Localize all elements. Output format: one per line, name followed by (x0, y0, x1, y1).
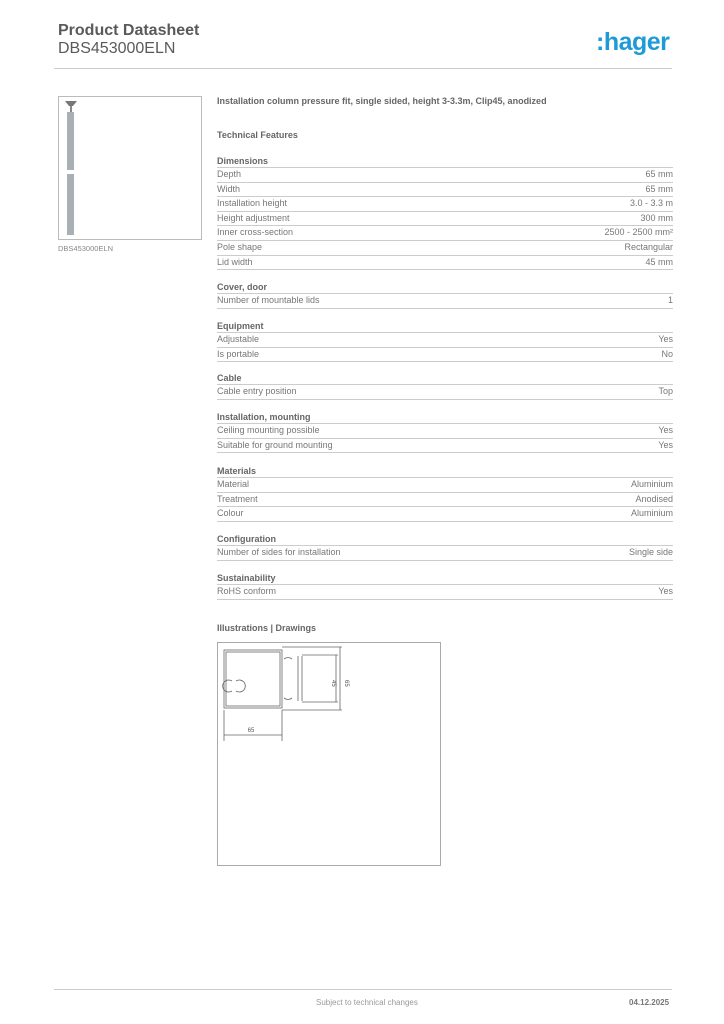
spec-value: Aluminium (630, 479, 673, 489)
spec-row (217, 439, 673, 454)
spec-label: Width (217, 183, 241, 194)
section-title: Cover, door (217, 281, 673, 294)
footer-note: Subject to technical changes (316, 998, 418, 1007)
product-code: DBS453000ELN (58, 40, 176, 57)
section-title: Dimensions (217, 155, 673, 168)
section-title: Configuration (217, 533, 673, 546)
spec-value: Single side (628, 547, 673, 557)
spec-label: Number of mountable lids (217, 295, 320, 305)
installation-column-image (59, 97, 201, 239)
spec-section (217, 155, 673, 270)
spec-row (217, 241, 673, 256)
spec-section (217, 572, 673, 600)
spec-row (217, 424, 673, 439)
spec-row (217, 226, 673, 241)
spec-row (217, 333, 673, 348)
spec-label: Cable entry position (217, 386, 297, 396)
spec-value: 65 mm (645, 169, 673, 179)
spec-value: Yes (658, 425, 673, 435)
spec-row (217, 546, 673, 561)
product-description: Installation column pressure fit, single sided, height 3-3.3m, Clip45, anodized (217, 96, 547, 106)
image-caption: DBS453000ELN (58, 244, 114, 253)
spec-row (217, 183, 673, 198)
spec-value: Anodised (635, 493, 673, 504)
spec-value: 65 mm (645, 183, 673, 194)
product-image (58, 96, 202, 240)
spec-value: Aluminium (630, 508, 673, 519)
spec-row (217, 493, 673, 508)
section-title: Installation, mounting (217, 411, 673, 424)
section-title: Sustainability (217, 572, 673, 585)
spec-label: RoHS conform (217, 586, 277, 596)
svg-text:45: 45 (330, 680, 336, 687)
spec-row (217, 212, 673, 227)
spec-label: Suitable for ground mounting (217, 439, 333, 450)
spec-label: Pole shape (217, 241, 263, 252)
spec-label: Colour (217, 508, 244, 519)
technical-drawing (217, 642, 441, 866)
spec-value: 3.0 - 3.3 m (629, 198, 673, 209)
spec-row (217, 256, 673, 271)
spec-label: Treatment (217, 493, 258, 504)
spec-value: Yes (658, 439, 673, 450)
footer-divider (54, 989, 672, 990)
illustrations-heading: Illustrations | Drawings (217, 623, 317, 633)
section-title: Materials (217, 465, 673, 478)
spec-value: Yes (658, 334, 673, 344)
spec-label: Lid width (217, 256, 253, 267)
header-divider (54, 68, 672, 69)
spec-row (217, 168, 673, 183)
spec-label: Material (217, 479, 250, 489)
spec-value: No (661, 348, 673, 359)
spec-row (217, 507, 673, 522)
spec-row (217, 294, 673, 309)
spec-label: Depth (217, 169, 242, 179)
spec-label: Number of sides for installation (217, 547, 341, 557)
section-title: Equipment (217, 320, 673, 333)
svg-text:65: 65 (247, 728, 255, 734)
spec-section (217, 281, 673, 309)
spec-value: 1 (667, 295, 673, 305)
spec-row (217, 385, 673, 400)
spec-label: Height adjustment (217, 212, 290, 223)
hager-logo: :hager (596, 28, 670, 56)
svg-text:65: 65 (343, 680, 349, 687)
footer-date: 04.12.2025 (629, 998, 670, 1007)
spec-section (217, 533, 673, 561)
spec-value: Top (658, 386, 673, 396)
spec-label: Ceiling mounting possible (217, 425, 320, 435)
section-title: Cable (217, 372, 673, 385)
cross-section-drawing (218, 643, 440, 865)
technical-features-heading: Technical Features (217, 130, 298, 140)
spec-section (217, 465, 673, 522)
spec-value: Rectangular (624, 241, 673, 252)
spec-row (217, 197, 673, 212)
spec-label: Adjustable (217, 334, 260, 344)
spec-label: Inner cross-section (217, 227, 294, 238)
spec-label: Installation height (217, 198, 288, 209)
spec-value: 300 mm (640, 212, 673, 223)
spec-section (217, 411, 673, 453)
spec-row (217, 348, 673, 363)
spec-section (217, 320, 673, 362)
spec-section (217, 372, 673, 400)
page-title: Product Datasheet (58, 22, 200, 39)
spec-value: Yes (658, 586, 673, 596)
spec-value: 45 mm (645, 256, 673, 267)
spec-row (217, 585, 673, 600)
spec-value: 2500 - 2500 mm² (604, 227, 673, 238)
spec-label: Is portable (217, 348, 260, 359)
spec-row (217, 478, 673, 493)
